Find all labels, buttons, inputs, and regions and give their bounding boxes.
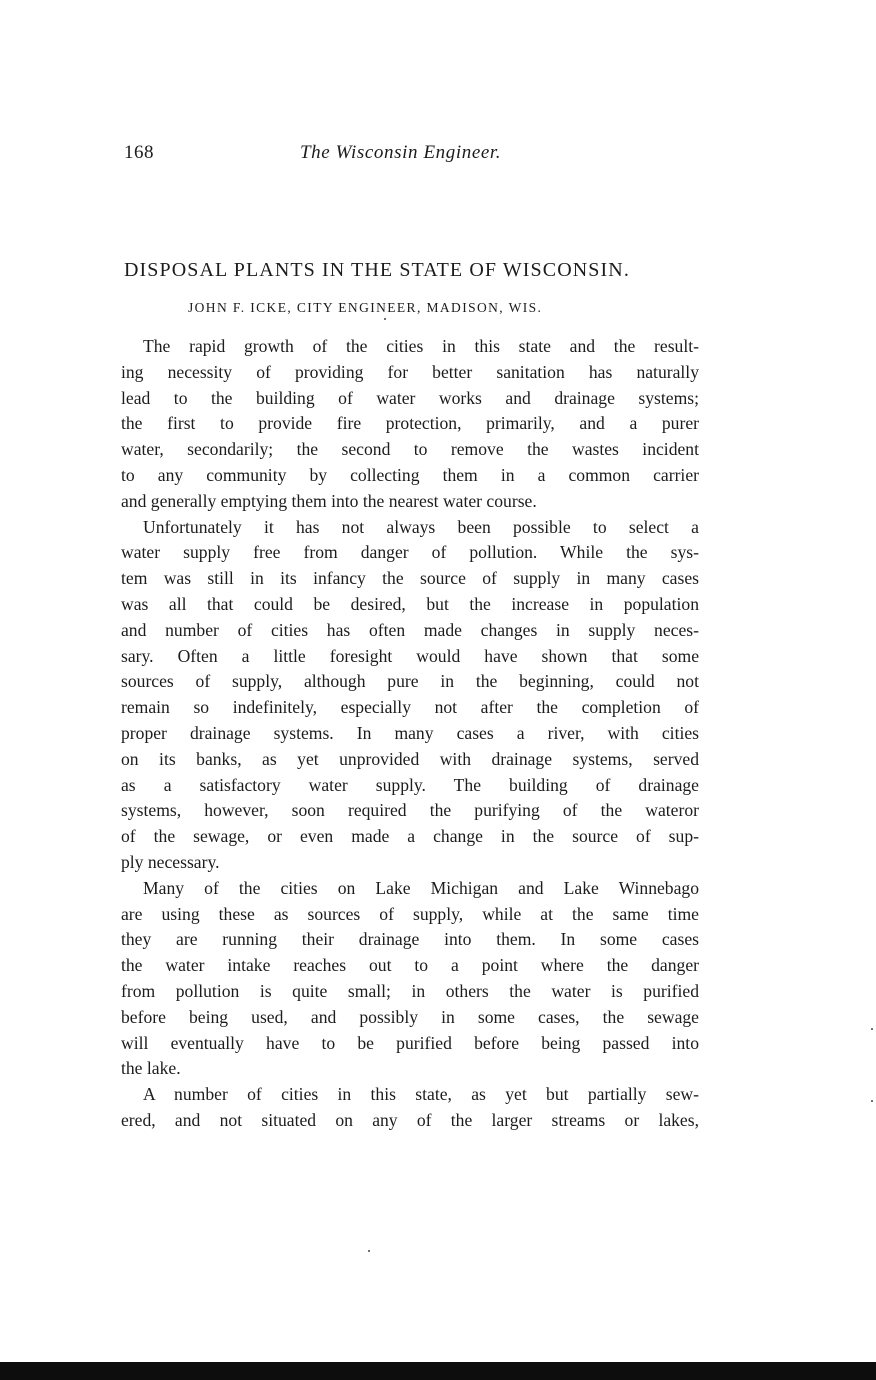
text-line: Many of the cities on Lake Michigan and Lake Winnebago <box>143 877 699 898</box>
text-line: and generally emptying them into the nearest water course. <box>121 490 537 511</box>
text-line: water, secondarily; the second to remove the wastes incident <box>121 439 699 460</box>
text-line: A number of cities in this state, as yet but partially sew- <box>143 1084 699 1105</box>
text-line: water supply free from danger of pollution. While the sys- <box>121 542 699 563</box>
text-line: tem was still in its infancy the source of supply in many cases <box>121 568 699 589</box>
text-line: and number of cities has often made changes in supply neces- <box>121 619 699 640</box>
article-title: DISPOSAL PLANTS IN THE STATE OF WISCONSIN. <box>124 259 630 281</box>
text-line: ply necessary. <box>121 851 220 872</box>
page-number: 168 <box>124 142 154 163</box>
text-line: as a satisfactory water supply. The building of drainage <box>121 774 699 795</box>
text-line: The rapid growth of the cities in this state and the result- <box>143 336 699 356</box>
text-line: sary. Often a little foresight would have shown that some <box>121 645 699 666</box>
text-line: from pollution is quite small; in others the water is purified <box>121 980 699 1001</box>
text-line: was all that could be desired, but the increase in population <box>121 593 699 614</box>
text-line: systems, however, soon required the purifying of the wateror <box>121 800 699 821</box>
text-line: the water intake reaches out to a point where the danger <box>121 955 699 976</box>
scan-speck <box>871 1100 873 1102</box>
scan-speck <box>871 1028 873 1030</box>
text-line: remain so indefinitely, especially not after the completion of <box>121 697 699 718</box>
author-byline: JOHN F. ICKE, CITY ENGINEER, MADISON, WIS. <box>188 300 543 315</box>
text-line: on its banks, as yet unprovided with drainage systems, served <box>121 748 699 769</box>
scan-bottom-border <box>0 1362 876 1380</box>
text-line: to any community by collecting them in a common carrier <box>121 464 699 485</box>
article-body <box>121 334 699 1134</box>
text-line: will eventually have to be purified before being passed into <box>121 1032 699 1053</box>
scan-speck <box>384 318 386 320</box>
text-line: the first to provide fire protection, primarily, and a purer <box>121 413 699 434</box>
text-line: Unfortunately it has not always been possible to select a <box>143 516 699 537</box>
text-line: lead to the building of water works and drainage systems; <box>121 387 699 408</box>
running-title: The Wisconsin Engineer. <box>300 142 502 163</box>
text-line: are using these as sources of supply, while at the same time <box>121 903 699 924</box>
text-line: they are running their drainage into them. In some cases <box>121 929 699 950</box>
text-line: ered, and not situated on any of the larger streams or lakes, <box>121 1109 699 1130</box>
text-line: before being used, and possibly in some cases, the sewage <box>121 1006 699 1027</box>
text-line: ing necessity of providing for better sanitation has naturally <box>121 361 699 382</box>
text-line: of the sewage, or even made a change in the source of sup- <box>121 826 699 847</box>
text-line: proper drainage systems. In many cases a river, with cities <box>121 722 699 743</box>
text-line: sources of supply, although pure in the beginning, could not <box>121 671 699 692</box>
text-line: the lake. <box>121 1058 181 1079</box>
scan-speck <box>368 1250 370 1252</box>
